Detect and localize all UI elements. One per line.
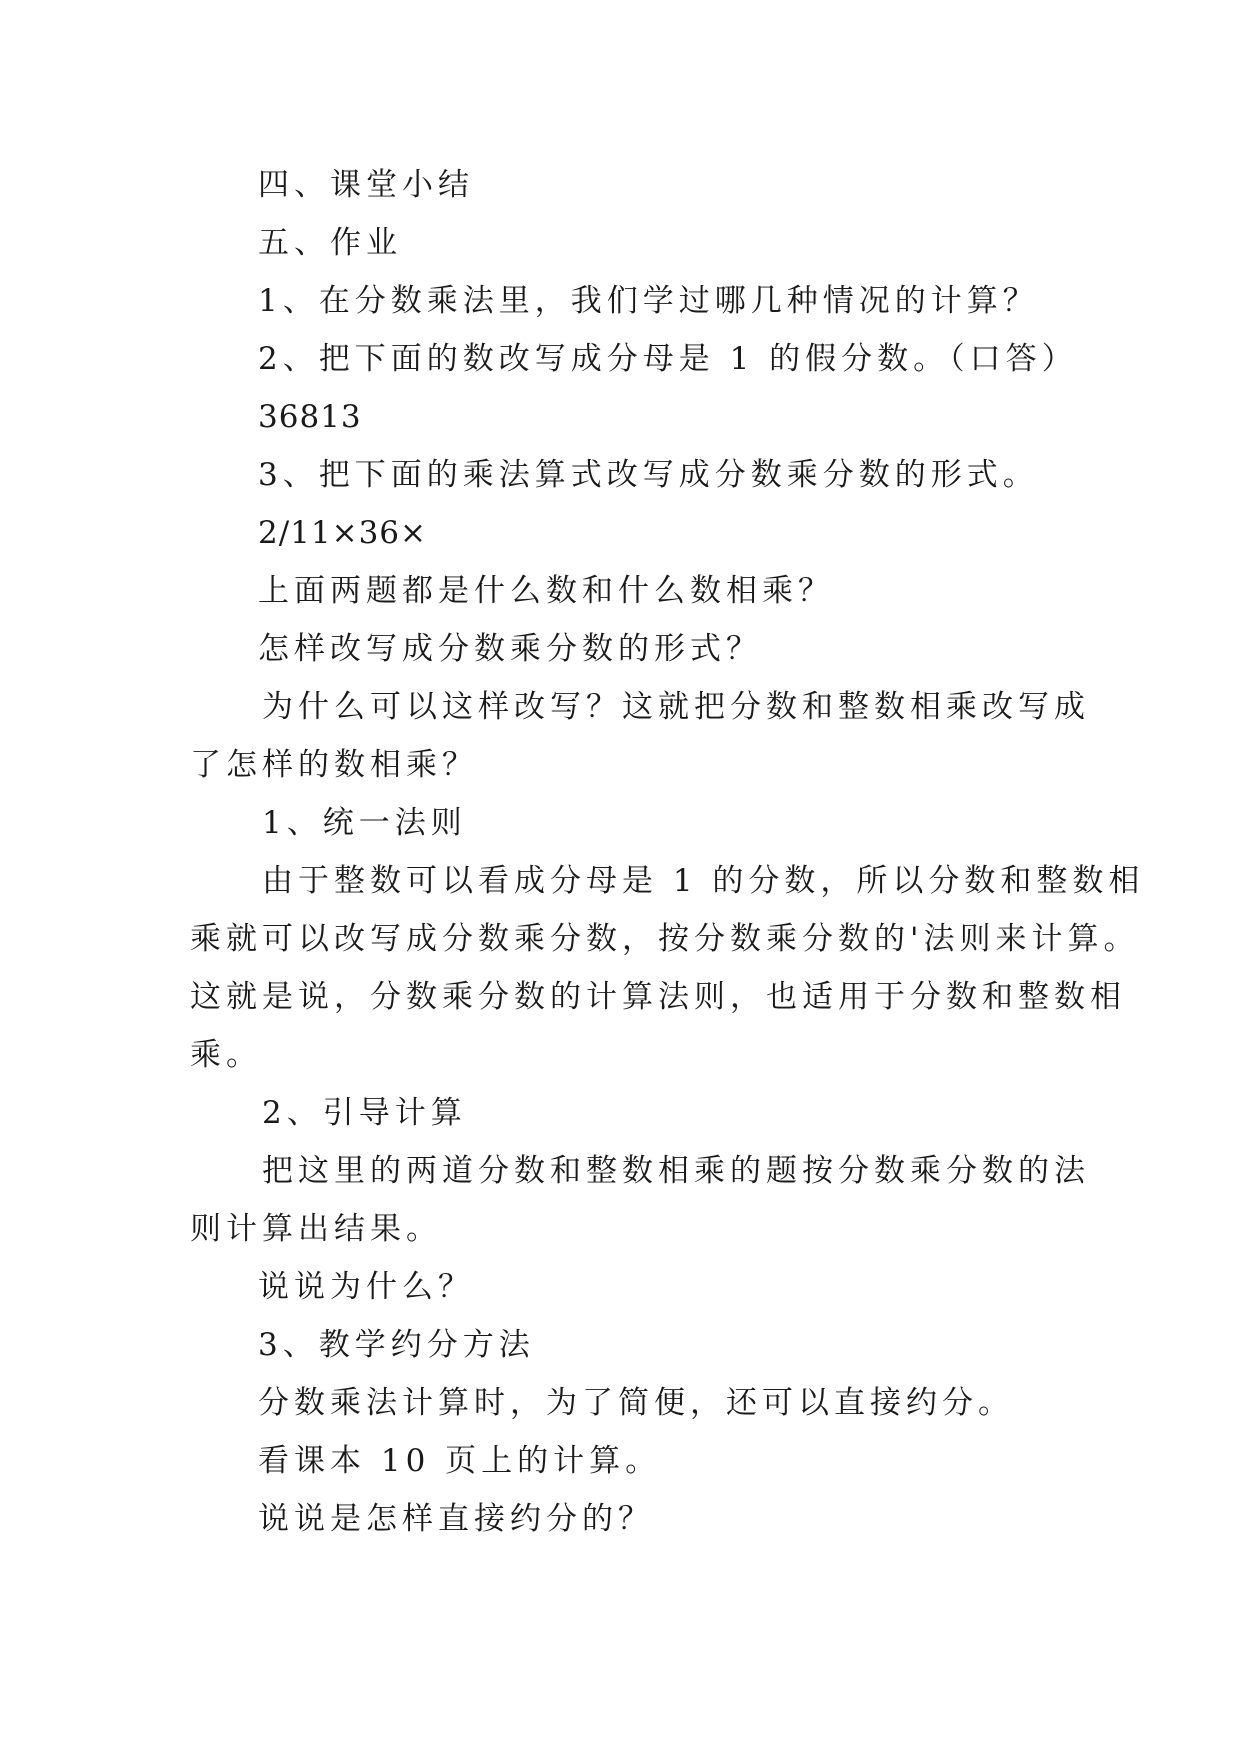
paragraph-line: 怎样改写成分数乘分数的形式？ [258,631,762,667]
paragraph-line: 由于整数可以看成分母是 1 的分数，所以分数和整数相 [262,863,1145,899]
subsection-heading-guide: 2、引导计算 [262,1095,467,1131]
subsection-heading-reduce: 3、教学约分方法 [258,1327,535,1363]
number-sequence: 36813 [258,399,362,435]
paragraph-line: 了怎样的数相乘？ [190,747,478,783]
question-1: 1、在分数乘法里，我们学过哪几种情况的计算？ [258,283,1039,319]
section-heading-homework: 五、作业 [258,225,402,261]
section-heading-summary: 四、课堂小结 [258,167,474,203]
paragraph-line: 上面两题都是什么数和什么数相乘？ [258,573,834,609]
paragraph-line: 看课本 10 页上的计算。 [258,1443,662,1479]
paragraph-line: 则计算出结果。 [190,1211,442,1247]
paragraph-line: 这就是说，分数乘分数的计算法则，也适用于分数和整数相 [190,979,1126,1015]
subsection-heading-unify: 1、统一法则 [262,805,467,841]
paragraph-line: 说说为什么？ [258,1269,474,1305]
paragraph-line: 乘。 [190,1037,262,1073]
paragraph-line: 把这里的两道分数和整数相乘的题按分数乘分数的法 [262,1153,1090,1189]
paragraph-line: 乘就可以改写成分数乘分数，按分数乘分数的'法则来计算。 [190,921,1140,957]
paragraph-line: 说说是怎样直接约分的？ [258,1501,654,1537]
question-3: 3、把下面的乘法算式改写成分数乘分数的形式。 [258,457,1039,493]
expression: 2/11×36× [258,515,428,551]
question-2: 2、把下面的数改写成分母是 1 的假分数。（口答） [258,341,1078,377]
paragraph-line: 为什么可以这样改写？这就把分数和整数相乘改写成 [262,689,1090,725]
paragraph-line: 分数乘法计算时，为了简便，还可以直接约分。 [258,1385,1014,1421]
